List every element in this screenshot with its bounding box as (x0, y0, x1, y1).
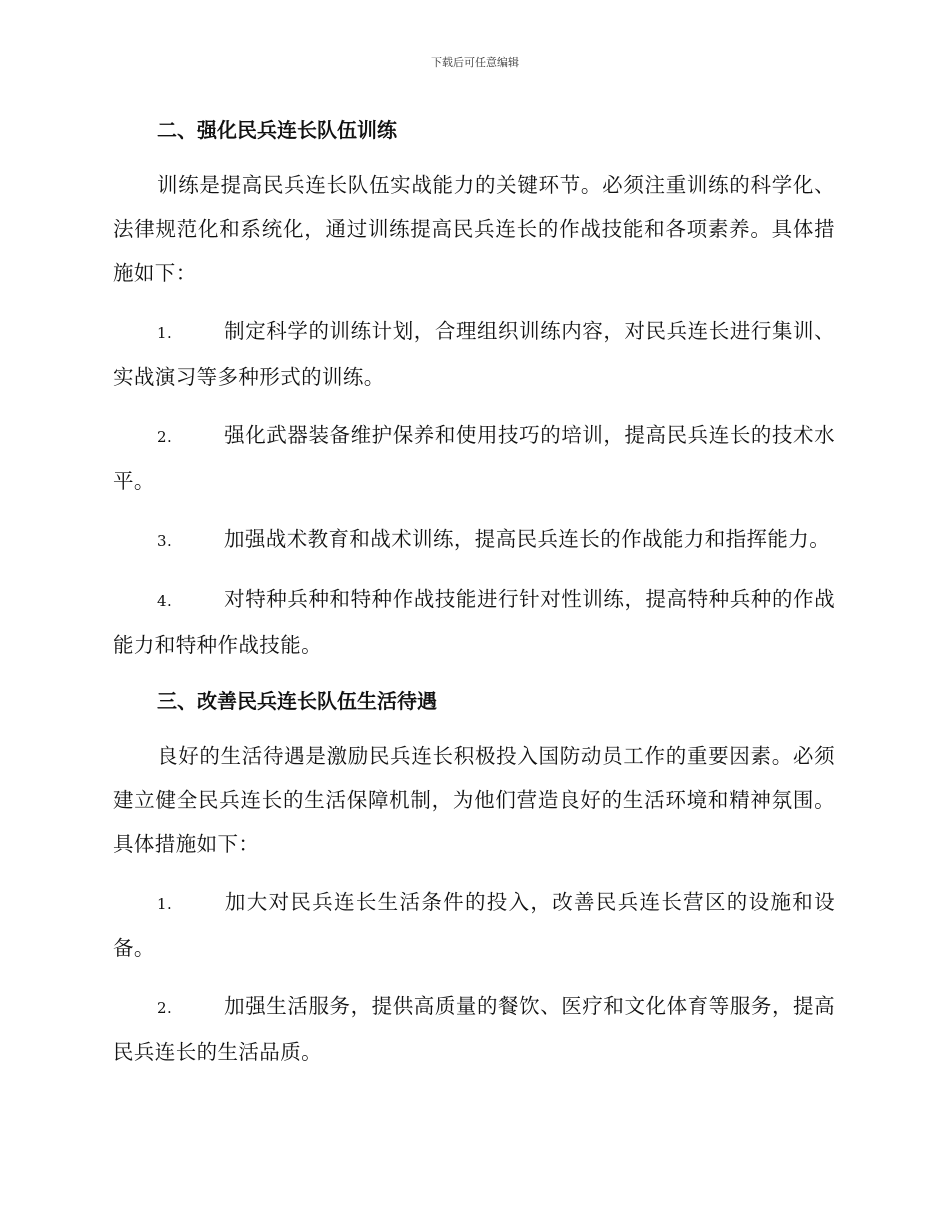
page-header: 下载后可任意编辑 (431, 56, 519, 69)
list-item (113, 577, 835, 667)
list-item (113, 517, 835, 563)
list-number: 2. (157, 428, 173, 446)
list-number: 4. (157, 592, 173, 610)
section-heading: 三、改善民兵连长队伍生活待遇 (157, 689, 437, 713)
list-item-text: 强化武器装备维护保养和使用技巧的培训，提高民兵连长的技术水平。 (113, 423, 835, 493)
list-item-text: 对特种兵种和特种作战技能进行针对性训练，提高特种兵种的作战能力和特种作战技能。 (113, 587, 835, 657)
list-number: 1. (157, 895, 173, 913)
list-item-text: 加大对民兵连长生活条件的投入，改善民兵连长营区的设施和设备。 (113, 890, 835, 960)
list-item (113, 309, 835, 399)
list-item (113, 984, 835, 1074)
list-item (113, 880, 835, 970)
section-intro: 良好的生活待遇是激励民兵连长积极投入国防动员工作的重要因素。必须建立健全民兵连长的生活保障机制，为他们营造良好的生活环境和精神氛围。具体措施如下： (113, 744, 835, 856)
list-item-text: 加强战术教育和战术训练，提高民兵连长的作战能力和指挥能力。 (224, 527, 831, 551)
list-item (113, 413, 835, 503)
document-body (113, 110, 835, 1088)
list-item-text: 制定科学的训练计划，合理组织训练内容，对民兵连长进行集训、实战演习等多种形式的训练。 (113, 319, 835, 389)
list-number: 1. (157, 324, 173, 342)
list-number: 2. (157, 999, 173, 1017)
list-item-text: 加强生活服务，提供高质量的餐饮、医疗和文化体育等服务，提高民兵连长的生活品质。 (113, 994, 835, 1064)
list-number: 3. (157, 532, 173, 550)
section-intro: 训练是提高民兵连长队伍实战能力的关键环节。必须注重训练的科学化、法律规范化和系统化，通过训练提高民兵连长的作战技能和各项素养。具体措施如下： (113, 173, 835, 285)
section-heading: 二、强化民兵连长队伍训练 (157, 118, 397, 142)
